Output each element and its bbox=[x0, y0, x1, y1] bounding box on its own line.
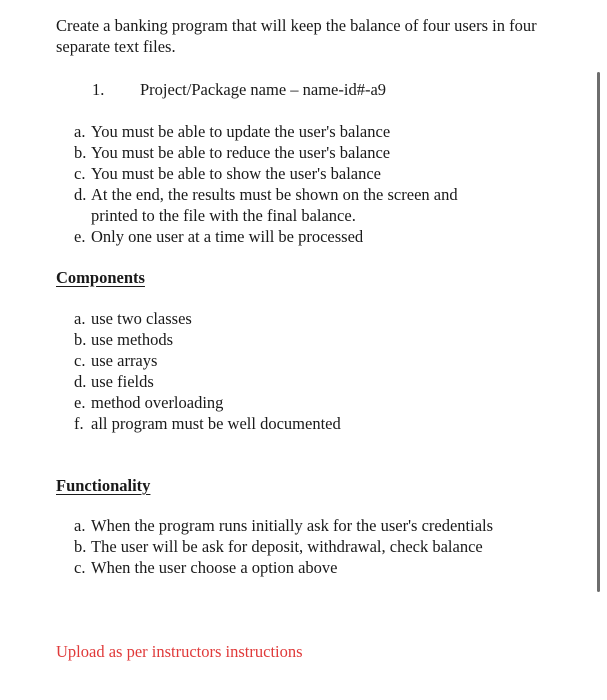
list-item bbox=[0, 536, 511, 557]
list-item-text: You must be able to reduce the user's balance bbox=[91, 143, 391, 162]
list-item-text: The user will be ask for deposit, withdrawal, check balance bbox=[91, 537, 483, 556]
list-item bbox=[0, 350, 511, 371]
upload-instructions-note: Upload as per instructors instructions bbox=[56, 642, 303, 661]
list-item bbox=[0, 121, 511, 142]
list-item-text: When the program runs initially ask for the user's credentials bbox=[91, 516, 494, 535]
vertical-scrollbar[interactable] bbox=[597, 72, 600, 592]
list-marker: c. bbox=[74, 558, 86, 577]
list-item bbox=[0, 184, 511, 226]
list-item bbox=[0, 515, 511, 536]
list-item bbox=[0, 308, 511, 329]
list-marker: a. bbox=[74, 122, 86, 141]
list-item-text: all program must be well documented bbox=[91, 414, 341, 433]
list-item bbox=[0, 142, 511, 163]
list-item-text: Only one user at a time will be processed bbox=[91, 227, 364, 246]
list-marker: a. bbox=[74, 516, 86, 535]
list-marker: d. bbox=[74, 372, 87, 391]
list-marker: b. bbox=[74, 537, 87, 556]
list-item-text: You must be able to update the user's balance bbox=[91, 122, 391, 141]
functionality-list bbox=[0, 515, 511, 578]
project-name-line bbox=[92, 79, 386, 100]
list-marker: b. bbox=[74, 143, 87, 162]
list-item bbox=[0, 163, 511, 184]
intro-paragraph: Create a banking program that will keep the balance of four users in four separate text files. bbox=[56, 16, 537, 56]
list-item-text: When the user choose a option above bbox=[91, 558, 338, 577]
list-marker: b. bbox=[74, 330, 87, 349]
list-item-text: use fields bbox=[91, 372, 154, 391]
list-item-text: You must be able to show the user's balance bbox=[91, 164, 381, 183]
list-item-text: use methods bbox=[91, 330, 174, 349]
list-item bbox=[0, 371, 511, 392]
list-marker: c. bbox=[74, 164, 86, 183]
list-marker: e. bbox=[74, 393, 86, 412]
components-heading: Components bbox=[56, 268, 145, 287]
list-item bbox=[0, 557, 511, 578]
requirements-list bbox=[0, 121, 511, 247]
list-marker: d. bbox=[74, 185, 87, 204]
list-item-text: use two classes bbox=[91, 309, 192, 328]
project-number: 1. bbox=[92, 80, 105, 99]
list-marker: e. bbox=[74, 227, 86, 246]
project-name-text: Project/Package name – name-id#-a9 bbox=[140, 80, 387, 99]
list-item bbox=[0, 329, 511, 350]
list-marker: c. bbox=[74, 351, 86, 370]
list-item bbox=[0, 226, 511, 247]
list-item-text: method overloading bbox=[91, 393, 224, 412]
list-marker: a. bbox=[74, 309, 86, 328]
list-marker: f. bbox=[74, 414, 84, 433]
list-item-text: At the end, the results must be shown on the screen and bbox=[91, 185, 458, 204]
list-item bbox=[0, 413, 511, 434]
components-list bbox=[0, 308, 511, 434]
list-item bbox=[0, 392, 511, 413]
list-item-text-continued: printed to the file with the final balance. bbox=[91, 206, 356, 225]
list-item-text: use arrays bbox=[91, 351, 158, 370]
functionality-heading: Functionality bbox=[56, 476, 151, 495]
